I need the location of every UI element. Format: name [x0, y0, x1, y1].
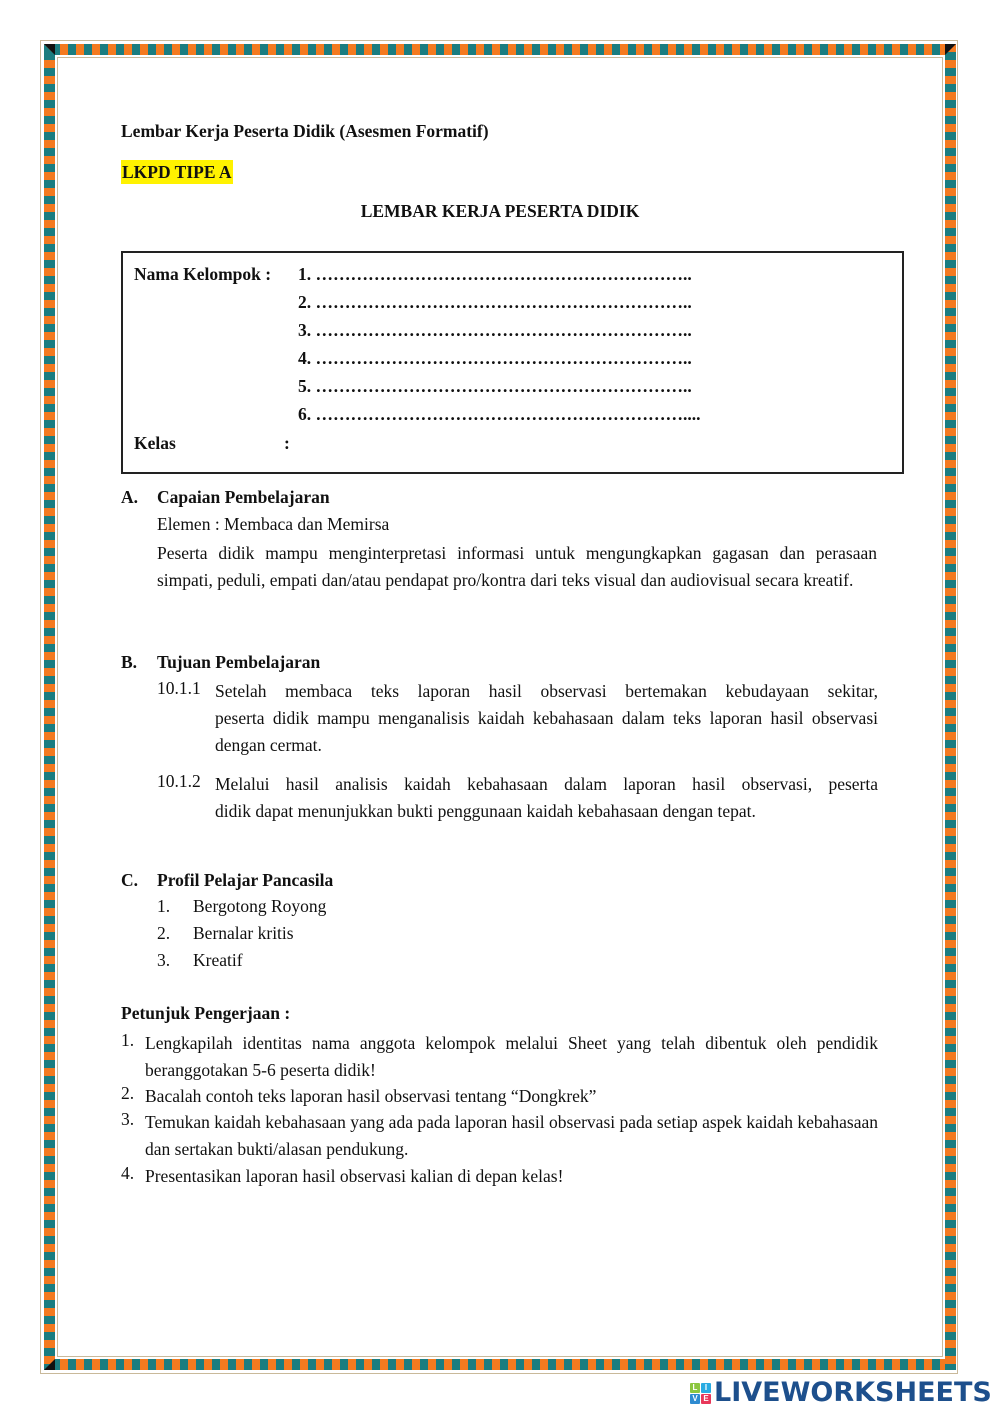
objective-1-number: 10.1.1: [157, 678, 201, 698]
member-field-6[interactable]: 6. ………………………………………………………....: [298, 404, 701, 424]
instruction-1-number: 1.: [121, 1030, 135, 1050]
profile-item-2-number: 2.: [157, 923, 171, 943]
section-b-letter: B.: [121, 652, 138, 672]
section-a-description: Peserta didik mampu menginterpretasi informasi untuk mengungkapkan gagasan dan perasaan simpati, peduli, empati dan/atau pendapat pro/kontra dari teks visual dan audiovisual secara kreatif.: [157, 543, 877, 590]
decorative-border-right: [945, 44, 956, 1370]
class-label: Kelas: [134, 433, 176, 453]
member-field-5[interactable]: 5. ………………………………………………………..: [298, 376, 692, 396]
logo-wordmark: LIVEWORKSHEETS: [714, 1377, 992, 1408]
instruction-2: Bacalah contoh teks laporan hasil observasi tentang “Dongkrek”: [145, 1086, 597, 1106]
profile-item-3: Kreatif: [193, 950, 243, 970]
section-a-title: Capaian Pembelajaran: [157, 487, 330, 507]
section-c-title: Profil Pelajar Pancasila: [157, 870, 334, 890]
profile-item-1: Bergotong Royong: [193, 896, 327, 916]
document-header-title: Lembar Kerja Peserta Didik (Asesmen Formatif): [121, 121, 489, 141]
page-title: LEMBAR KERJA PESERTA DIDIK: [360, 201, 640, 221]
member-field-1[interactable]: 1. ………………………………………………………..: [298, 264, 692, 284]
objective-2-text: didik dapat menunjukkan bukti penggunaan kaidah kebahasaan dengan tepat.: [215, 801, 756, 821]
logo-letter-i: I: [701, 1383, 711, 1393]
logo-letter-e: E: [701, 1394, 711, 1404]
profile-item-1-number: 1.: [157, 896, 171, 916]
decorative-border-bottom: [44, 1359, 956, 1370]
live-badge-icon: [690, 1383, 711, 1404]
section-a-letter: A.: [121, 487, 139, 507]
profile-item-3-number: 3.: [157, 950, 171, 970]
section-b-title: Tujuan Pembelajaran: [157, 652, 321, 672]
instruction-4: Presentasikan laporan hasil observasi kalian di depan kelas!: [145, 1166, 564, 1186]
objective-1-first-line: Setelah membaca teks laporan hasil observasi bertemakan kebudayaan sekitar,: [215, 681, 878, 701]
lkpd-type-label: LKPD TIPE A: [122, 162, 232, 182]
instruction-3-number: 3.: [121, 1109, 135, 1129]
instruction-4-number: 4.: [121, 1163, 135, 1183]
objective-2-first-line: Melalui hasil analisis kaidah kebahasaan dalam laporan hasil observasi, peserta: [215, 774, 878, 794]
logo-letter-l: L: [690, 1383, 700, 1393]
decorative-border-top: [44, 44, 956, 55]
member-field-4[interactable]: 4. ………………………………………………………..: [298, 348, 692, 368]
group-name-label: Nama Kelompok :: [134, 264, 272, 284]
instruction-3: Temukan kaidah kebahasaan yang ada pada laporan hasil observasi pada setiap aspek kaidah kebahasaan dan sertakan bukti/alasan pendukung.: [145, 1112, 878, 1159]
profile-item-2: Bernalar kritis: [193, 923, 294, 943]
class-field[interactable]: :: [284, 433, 290, 453]
objective-2-number: 10.1.2: [157, 771, 201, 791]
member-field-2[interactable]: 2. ………………………………………………………..: [298, 292, 692, 312]
logo-letter-v: V: [690, 1394, 700, 1404]
member-field-3[interactable]: 3. ………………………………………………………..: [298, 320, 692, 340]
liveworksheets-logo[interactable]: [690, 1378, 992, 1408]
decorative-border-left: [44, 44, 55, 1370]
instruction-1: Lengkapilah identitas nama anggota kelompok melalui Sheet yang telah dibentuk oleh pendidik beranggotakan 5-6 peserta didik!: [145, 1033, 878, 1080]
instruction-2-number: 2.: [121, 1083, 135, 1103]
instructions-title: Petunjuk Pengerjaan :: [121, 1003, 291, 1023]
section-a-element: Elemen : Membaca dan Memirsa: [157, 514, 390, 534]
objective-1-text: peserta didik mampu menganalisis kaidah kebahasaan dalam teks laporan hasil observasi dengan cermat.: [215, 708, 878, 755]
section-c-letter: C.: [121, 870, 139, 890]
